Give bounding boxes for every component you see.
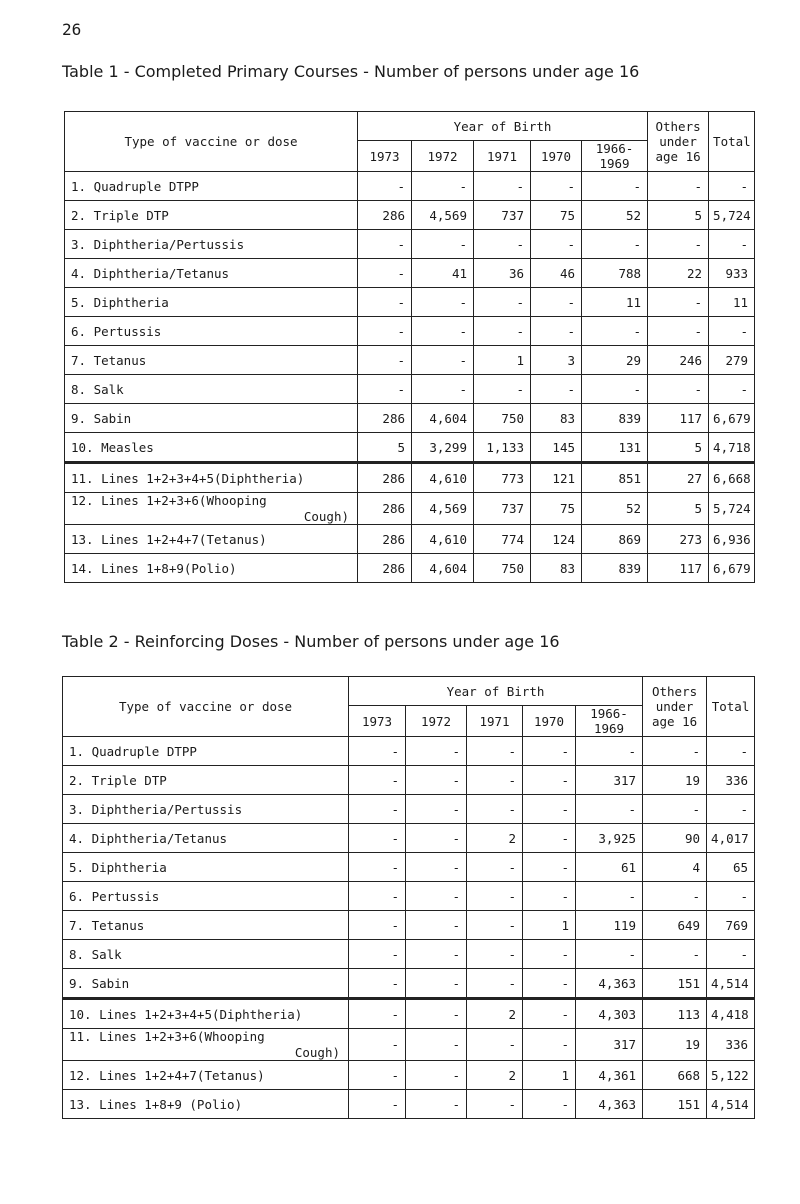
cell-value: 75: [531, 201, 582, 230]
cell-value: 4,569: [412, 201, 474, 230]
cell-value: -: [474, 230, 531, 259]
cell-value: 19: [643, 1029, 707, 1061]
row-label-continuation: Cough): [303, 508, 349, 524]
cell-value: -: [349, 853, 406, 882]
cell-value: -: [406, 766, 467, 795]
cell-value: 3,299: [412, 433, 474, 463]
year-header: 1970: [523, 706, 576, 737]
cell-value: 286: [358, 463, 412, 493]
cell-value: 750: [474, 404, 531, 433]
table-row: [63, 766, 755, 795]
cell-value: -: [582, 317, 648, 346]
total-header: Total: [707, 677, 755, 737]
row-label: [63, 1061, 349, 1090]
cell-value: -: [349, 882, 406, 911]
cell-value: -: [709, 375, 755, 404]
table-row: [65, 317, 755, 346]
row-label: [65, 230, 358, 259]
table-row: [63, 911, 755, 940]
cell-value: 286: [358, 201, 412, 230]
cell-value: 75: [531, 493, 582, 525]
year-of-birth-header: Year of Birth: [358, 112, 648, 141]
cell-value: 246: [648, 346, 709, 375]
row-label-text: 9. Sabin: [69, 975, 130, 991]
cell-value: 41: [412, 259, 474, 288]
table2-body: [63, 737, 755, 1119]
cell-value: -: [648, 230, 709, 259]
row-label-text: 12. Lines 1+2+4+7(Tetanus): [69, 1067, 265, 1083]
cell-value: 4,514: [707, 969, 755, 999]
row-label-text: 3. Diphtheria/Pertussis: [69, 801, 243, 817]
cell-value: 4: [643, 853, 707, 882]
cell-value: -: [467, 795, 523, 824]
row-label: [65, 172, 358, 201]
cell-value: -: [648, 375, 709, 404]
cell-value: 4,363: [576, 1090, 643, 1119]
row-label: [65, 201, 358, 230]
table-row: [63, 882, 755, 911]
cell-value: 737: [474, 493, 531, 525]
cell-value: -: [523, 969, 576, 999]
cell-value: 5: [648, 433, 709, 463]
row-label-text: 6. Pertussis: [69, 888, 160, 904]
cell-value: -: [412, 346, 474, 375]
row-label-text: 13. Lines 1+8+9 (Polio): [69, 1096, 243, 1112]
cell-value: -: [474, 288, 531, 317]
cell-value: -: [412, 172, 474, 201]
table1: [64, 111, 755, 583]
year-header: 1972: [406, 706, 467, 737]
table-row: [63, 1061, 755, 1090]
cell-value: -: [531, 230, 582, 259]
cell-value: -: [406, 969, 467, 999]
cell-value: -: [531, 375, 582, 404]
cell-value: -: [523, 824, 576, 853]
cell-value: 336: [707, 1029, 755, 1061]
row-label: [63, 969, 349, 999]
row-label: [65, 525, 358, 554]
row-label: [63, 1090, 349, 1119]
year-header: 1971: [467, 706, 523, 737]
row-label: [65, 404, 358, 433]
row-label-text: 6. Pertussis: [71, 323, 162, 339]
cell-value: 649: [643, 911, 707, 940]
cell-value: -: [358, 172, 412, 201]
cell-value: -: [412, 375, 474, 404]
total-header: Total: [709, 112, 755, 172]
cell-value: 286: [358, 525, 412, 554]
cell-value: 2: [467, 1061, 523, 1090]
cell-value: -: [531, 288, 582, 317]
row-label-text: 7. Tetanus: [69, 917, 145, 933]
cell-value: 46: [531, 259, 582, 288]
cell-value: 3: [531, 346, 582, 375]
row-label: [65, 346, 358, 375]
cell-value: -: [582, 375, 648, 404]
cell-value: -: [406, 1061, 467, 1090]
cell-value: -: [349, 795, 406, 824]
cell-value: -: [406, 940, 467, 969]
row-label: [65, 259, 358, 288]
cell-value: 839: [582, 404, 648, 433]
cell-value: -: [349, 1029, 406, 1061]
cell-value: 1: [523, 911, 576, 940]
cell-value: -: [643, 737, 707, 766]
cell-value: -: [467, 853, 523, 882]
table-row: [65, 172, 755, 201]
table-row: [65, 230, 755, 259]
row-label: [65, 493, 358, 525]
cell-value: -: [643, 795, 707, 824]
cell-value: 317: [576, 766, 643, 795]
cell-value: 29: [582, 346, 648, 375]
cell-value: -: [406, 911, 467, 940]
cell-value: 4,514: [707, 1090, 755, 1119]
table-row: [65, 404, 755, 433]
table1-caption: Table 1 - Completed Primary Courses - Number of persons under age 16: [62, 62, 640, 81]
row-label: [63, 1029, 349, 1061]
cell-value: -: [358, 375, 412, 404]
cell-value: 83: [531, 404, 582, 433]
cell-value: 5: [358, 433, 412, 463]
cell-value: 336: [707, 766, 755, 795]
cell-value: 2: [467, 999, 523, 1029]
cell-value: 773: [474, 463, 531, 493]
table-row: [63, 737, 755, 766]
cell-value: -: [349, 940, 406, 969]
cell-value: 4,604: [412, 404, 474, 433]
table-row: [65, 259, 755, 288]
cell-value: -: [648, 288, 709, 317]
type-header: Type of vaccine or dose: [63, 677, 349, 737]
cell-value: -: [412, 230, 474, 259]
cell-value: 113: [643, 999, 707, 1029]
cell-value: 750: [474, 554, 531, 583]
cell-value: 83: [531, 554, 582, 583]
row-label-text: 10. Lines 1+2+3+4+5(Diphtheria): [69, 1006, 303, 1022]
table-row: [65, 346, 755, 375]
cell-value: 4,017: [707, 824, 755, 853]
cell-value: -: [358, 346, 412, 375]
table-row: [63, 1090, 755, 1119]
row-label-text: 2. Triple DTP: [71, 207, 169, 223]
cell-value: 279: [709, 346, 755, 375]
cell-value: 117: [648, 404, 709, 433]
row-label: [65, 433, 358, 463]
cell-value: 4,303: [576, 999, 643, 1029]
cell-value: -: [523, 766, 576, 795]
table-row: [65, 433, 755, 463]
others-header: Others under age 16: [643, 677, 707, 737]
cell-value: -: [349, 969, 406, 999]
row-label-text: 8. Salk: [71, 381, 124, 397]
cell-value: -: [531, 317, 582, 346]
cell-value: -: [406, 882, 467, 911]
cell-value: 5,724: [709, 493, 755, 525]
cell-value: 286: [358, 493, 412, 525]
row-label: [63, 737, 349, 766]
row-label: [65, 375, 358, 404]
cell-value: 1: [523, 1061, 576, 1090]
row-label-text: 9. Sabin: [71, 410, 132, 426]
cell-value: 61: [576, 853, 643, 882]
cell-value: 4,718: [709, 433, 755, 463]
cell-value: 4,610: [412, 463, 474, 493]
cell-value: 11: [582, 288, 648, 317]
cell-value: -: [709, 230, 755, 259]
cell-value: 6,936: [709, 525, 755, 554]
cell-value: 5: [648, 493, 709, 525]
cell-value: -: [576, 882, 643, 911]
cell-value: -: [523, 853, 576, 882]
row-label-text: 14. Lines 1+8+9(Polio): [71, 560, 237, 576]
cell-value: -: [523, 882, 576, 911]
cell-value: -: [349, 911, 406, 940]
table-row: [63, 795, 755, 824]
cell-value: 1: [474, 346, 531, 375]
cell-value: -: [467, 1029, 523, 1061]
cell-value: -: [467, 1090, 523, 1119]
cell-value: -: [523, 1090, 576, 1119]
cell-value: -: [467, 882, 523, 911]
row-label: [65, 317, 358, 346]
cell-value: 4,363: [576, 969, 643, 999]
row-label-text: 3. Diphtheria/Pertussis: [71, 236, 245, 252]
type-header: Type of vaccine or dose: [65, 112, 358, 172]
cell-value: 769: [707, 911, 755, 940]
cell-value: -: [349, 824, 406, 853]
cell-value: 52: [582, 493, 648, 525]
cell-value: -: [467, 737, 523, 766]
cell-value: 5,122: [707, 1061, 755, 1090]
cell-value: 6,679: [709, 554, 755, 583]
cell-value: 90: [643, 824, 707, 853]
cell-value: -: [531, 172, 582, 201]
table-row: [63, 999, 755, 1029]
cell-value: -: [467, 969, 523, 999]
cell-value: 52: [582, 201, 648, 230]
cell-value: 22: [648, 259, 709, 288]
cell-value: 851: [582, 463, 648, 493]
cell-value: 273: [648, 525, 709, 554]
others-header: Others under age 16: [648, 112, 709, 172]
year-header: 1972: [412, 141, 474, 172]
cell-value: -: [582, 230, 648, 259]
cell-value: 1,133: [474, 433, 531, 463]
cell-value: -: [523, 999, 576, 1029]
cell-value: -: [358, 259, 412, 288]
cell-value: -: [709, 317, 755, 346]
cell-value: -: [467, 940, 523, 969]
row-label: [65, 554, 358, 583]
cell-value: -: [648, 172, 709, 201]
cell-value: 5: [648, 201, 709, 230]
table-row: [63, 1029, 755, 1061]
cell-value: 121: [531, 463, 582, 493]
cell-value: -: [523, 940, 576, 969]
cell-value: 774: [474, 525, 531, 554]
row-label-text: 2. Triple DTP: [69, 772, 167, 788]
cell-value: 788: [582, 259, 648, 288]
cell-value: 124: [531, 525, 582, 554]
cell-value: -: [467, 766, 523, 795]
cell-value: 4,361: [576, 1061, 643, 1090]
row-label-text: 8. Salk: [69, 946, 122, 962]
table2: [62, 676, 755, 1119]
row-label-text: 5. Diphtheria: [69, 859, 167, 875]
table-row: [63, 824, 755, 853]
cell-value: -: [474, 375, 531, 404]
table-row: [63, 940, 755, 969]
table-row: [65, 554, 755, 583]
year-header: 1966-1969: [582, 141, 648, 172]
table-row: [63, 969, 755, 999]
row-label: [63, 882, 349, 911]
row-label-text: 11. Lines 1+2+3+6(Whooping: [69, 1029, 265, 1044]
cell-value: 668: [643, 1061, 707, 1090]
cell-value: 4,418: [707, 999, 755, 1029]
cell-value: -: [406, 1090, 467, 1119]
row-label-text: 13. Lines 1+2+4+7(Tetanus): [71, 531, 267, 547]
cell-value: -: [406, 1029, 467, 1061]
row-label-text: 5. Diphtheria: [71, 294, 169, 310]
cell-value: 4,610: [412, 525, 474, 554]
cell-value: -: [349, 999, 406, 1029]
table2-caption: Table 2 - Reinforcing Doses - Number of persons under age 16: [62, 632, 560, 651]
cell-value: 145: [531, 433, 582, 463]
cell-value: 2: [467, 824, 523, 853]
table-row: [65, 288, 755, 317]
row-label: [63, 766, 349, 795]
cell-value: -: [648, 317, 709, 346]
cell-value: 11: [709, 288, 755, 317]
cell-value: 19: [643, 766, 707, 795]
cell-value: -: [349, 1061, 406, 1090]
row-label-continuation: Cough): [294, 1044, 340, 1060]
row-label-text: 10. Measles: [71, 439, 154, 455]
cell-value: -: [576, 737, 643, 766]
cell-value: 117: [648, 554, 709, 583]
cell-value: 6,679: [709, 404, 755, 433]
cell-value: -: [643, 882, 707, 911]
cell-value: 119: [576, 911, 643, 940]
year-header: 1973: [349, 706, 406, 737]
cell-value: -: [358, 230, 412, 259]
cell-value: -: [349, 1090, 406, 1119]
cell-value: -: [576, 940, 643, 969]
cell-value: -: [523, 795, 576, 824]
row-label: [65, 463, 358, 493]
cell-value: 839: [582, 554, 648, 583]
cell-value: 27: [648, 463, 709, 493]
cell-value: 4,569: [412, 493, 474, 525]
cell-value: -: [412, 317, 474, 346]
year-of-birth-header: Year of Birth: [349, 677, 643, 706]
table-row: [65, 201, 755, 230]
cell-value: -: [582, 172, 648, 201]
cell-value: -: [523, 737, 576, 766]
cell-value: -: [358, 317, 412, 346]
cell-value: -: [643, 940, 707, 969]
cell-value: -: [707, 737, 755, 766]
table-row: [65, 493, 755, 525]
cell-value: -: [358, 288, 412, 317]
cell-value: 286: [358, 554, 412, 583]
row-label: [63, 795, 349, 824]
table-row: [65, 375, 755, 404]
cell-value: -: [707, 882, 755, 911]
row-label-text: 1. Quadruple DTPP: [69, 743, 197, 759]
cell-value: -: [406, 824, 467, 853]
cell-value: -: [406, 795, 467, 824]
cell-value: -: [412, 288, 474, 317]
cell-value: 131: [582, 433, 648, 463]
page-number: 26: [62, 20, 82, 39]
cell-value: -: [709, 172, 755, 201]
cell-value: 5,724: [709, 201, 755, 230]
cell-value: 3,925: [576, 824, 643, 853]
cell-value: 6,668: [709, 463, 755, 493]
row-label: [63, 853, 349, 882]
row-label: [63, 940, 349, 969]
row-label: [63, 999, 349, 1029]
table-row: [63, 853, 755, 882]
cell-value: -: [467, 911, 523, 940]
row-label-text: 1. Quadruple DTPP: [71, 178, 199, 194]
cell-value: -: [349, 737, 406, 766]
row-label: [63, 911, 349, 940]
cell-value: 65: [707, 853, 755, 882]
cell-value: -: [406, 853, 467, 882]
cell-value: 869: [582, 525, 648, 554]
row-label-text: 4. Diphtheria/Tetanus: [69, 830, 228, 846]
year-header: 1966-1969: [576, 706, 643, 737]
cell-value: -: [523, 1029, 576, 1061]
cell-value: -: [406, 737, 467, 766]
table-row: [65, 525, 755, 554]
year-header: 1971: [474, 141, 531, 172]
table-row: [65, 463, 755, 493]
cell-value: -: [349, 766, 406, 795]
cell-value: 151: [643, 969, 707, 999]
row-label: [63, 824, 349, 853]
row-label-text: 4. Diphtheria/Tetanus: [71, 265, 230, 281]
cell-value: -: [576, 795, 643, 824]
cell-value: 286: [358, 404, 412, 433]
cell-value: 933: [709, 259, 755, 288]
row-label-text: 11. Lines 1+2+3+4+5(Diphtheria): [71, 470, 305, 486]
cell-value: -: [707, 795, 755, 824]
year-header: 1973: [358, 141, 412, 172]
cell-value: 36: [474, 259, 531, 288]
cell-value: 737: [474, 201, 531, 230]
row-label-text: 7. Tetanus: [71, 352, 147, 368]
cell-value: -: [474, 172, 531, 201]
year-header: 1970: [531, 141, 582, 172]
cell-value: -: [474, 317, 531, 346]
cell-value: 4,604: [412, 554, 474, 583]
cell-value: -: [707, 940, 755, 969]
cell-value: 151: [643, 1090, 707, 1119]
row-label-text: 12. Lines 1+2+3+6(Whooping: [71, 493, 267, 508]
table1-body: [65, 172, 755, 583]
cell-value: 317: [576, 1029, 643, 1061]
row-label: [65, 288, 358, 317]
cell-value: -: [406, 999, 467, 1029]
